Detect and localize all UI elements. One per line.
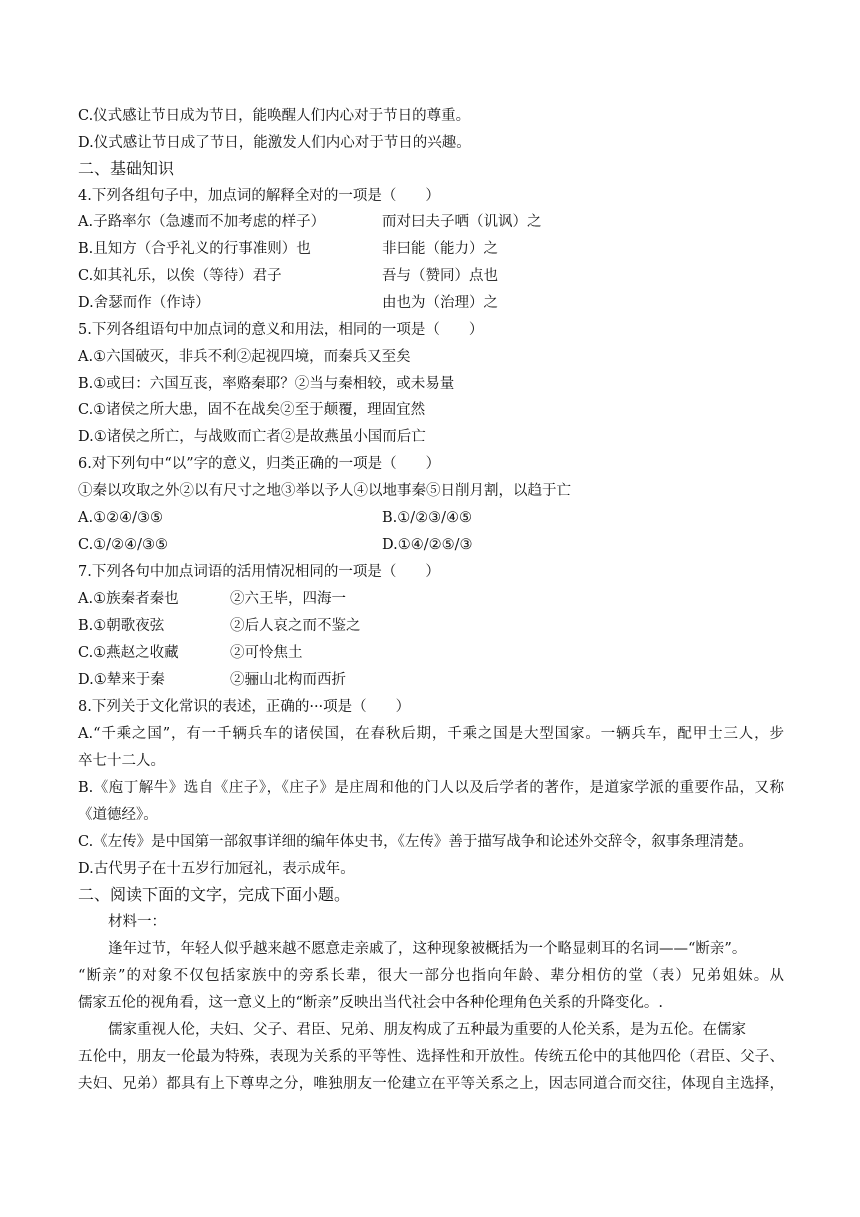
material-p1-line1: 逢年过节，年轻人似乎越来越不愿意走亲戚了，这种现象被概括为一个略显刺耳的名词——“断亲”。 [108,941,747,957]
q8-option-c: C.《左传》是中国第一部叙事详细的编年体史书，《左传》善于描写战争和论述外交辞令，叙事条理清楚。 [78,834,753,850]
section-heading-basics: 二、基础知识 [78,159,175,178]
q4-b-right: 非曰能（能力）之 [382,241,498,257]
material-p2-line3: 夫妇、兄弟）都具有上下尊卑之分，唯独朋友一伦建立在平等关系之上，因志同道合而交往，体现自主选择， [78,1076,784,1092]
q8-option-d: D.古代男子在十五岁行加冠礼，表示成年。 [78,861,355,877]
q8-option-b-line2: 《道德经》。 [78,807,158,823]
q6-sentence: ①秦以攻取之外②以有尺寸之地③举以予人④以地事秦⑤日削月割，以趋于亡 [78,483,571,499]
q5-option-a: A.①六国破灭，非兵不利②起视四境，而秦兵又至矣 [78,349,411,365]
q4-d-left: D.舍瑟而作（作诗） [78,295,210,311]
q6-option-b: B.①/②③/④⑤ [382,510,473,526]
q7-a-right: ②六王毕，四海一 [230,591,346,607]
q7-d-right: ②骊山北构而西折 [230,672,346,688]
q7-a-left: A.①族秦者秦也 [78,591,179,607]
q8-stem: 8.下列关于文化常识的表述，正确的···项是（ ） [78,699,411,715]
q7-stem: 7.下列各句中加点词语的活用情况相同的一项是（ ） [78,564,440,580]
section-heading-reading: 二、阅读下面的文字，完成下面小题。 [78,885,351,904]
q6-option-d: D.①④/②⑤/③ [382,537,473,553]
q6-stem: 6.对下列句中“以”字的意义，归类正确的一项是（ ） [78,456,441,472]
q4-c-left: C.如其礼乐，以俟（等待）君子 [78,268,282,284]
material-label: 材料一： [108,914,166,930]
q5-option-c: C.①诸侯之所大患，固不在战矣②至于颠覆，理固宜然 [78,402,426,418]
q4-a-left: A.子路率尔（急遽而不加考虑的样子） [78,214,326,230]
material-p1-line3: 儒家五伦的视角看，这一意义上的“断亲”反映出当代社会中各种伦理角色关系的升降变化。. [78,995,663,1011]
q8-option-a-line1: A.“千乘之国”，有一千辆兵车的诸侯国，在春秋后期，千乘之国是大型国家。一辆兵车，配甲士三人，步 [78,726,784,742]
q6-option-a: A.①②④/③⑤ [78,510,163,526]
q3-option-d: D.仪式感让节日成了节日，能激发人们内心对于节日的兴趣。 [78,135,471,151]
q7-c-right: ②可怜焦土 [230,645,303,661]
q4-stem: 4.下列各组句子中，加点词的解释全对的一项是（ ） [78,188,440,204]
q4-b-left: B.且知方（合乎礼义的行事准则）也 [78,241,311,257]
material-p2-line2: 五伦中，朋友一伦最为特殊，表现为关系的平等性、选择性和开放性。传统五伦中的其他四伦（君臣、父子、 [78,1049,784,1065]
material-p2-line1: 儒家重视人伦，夫妇、父子、君臣、兄弟、朋友构成了五种最为重要的人伦关系，是为五伦。在儒家 [108,1022,746,1038]
q7-b-left: B.①朝歌夜弦 [78,618,165,634]
q5-option-b: B.①或曰：六国互丧，率赂秦耶？②当与秦相较，或未易量 [78,376,455,392]
q5-option-d: D.①诸侯之所亡，与战败而亡者②是故燕虽小国而后亡 [78,429,426,445]
q5-stem: 5.下列各组语句中加点词的意义和用法，相同的一项是（ ） [78,322,484,338]
q7-d-left: D.①辇来于秦 [78,672,165,688]
q4-a-right: 而对曰夫子哂（讥讽）之 [382,214,542,230]
q8-option-b-line1: B.《庖丁解牛》选自《庄子》，《庄子》是庄周和他的门人以及后学者的著作，是道家学派的重要作品，又称 [78,780,784,796]
q4-d-right: 由也为（治理）之 [382,295,498,311]
q3-option-c: C.仪式感让节日成为节日，能唤醒人们内心对于节日的尊重。 [78,108,471,124]
material-p1-line2: “断亲”的对象不仅包括家族中的旁系长辈，很大一部分也指向年龄、辈分相仿的堂（表）兄弟姐妹。从 [78,968,784,984]
q4-c-right: 吾与（赞同）点也 [382,268,498,284]
q6-option-c: C.①/②④/③⑤ [78,537,168,553]
q7-c-left: C.①燕赵之收藏 [78,645,179,661]
q7-b-right: ②后人哀之而不鉴之 [230,618,361,634]
q8-option-a-line2: 卒七十二人。 [78,753,165,769]
